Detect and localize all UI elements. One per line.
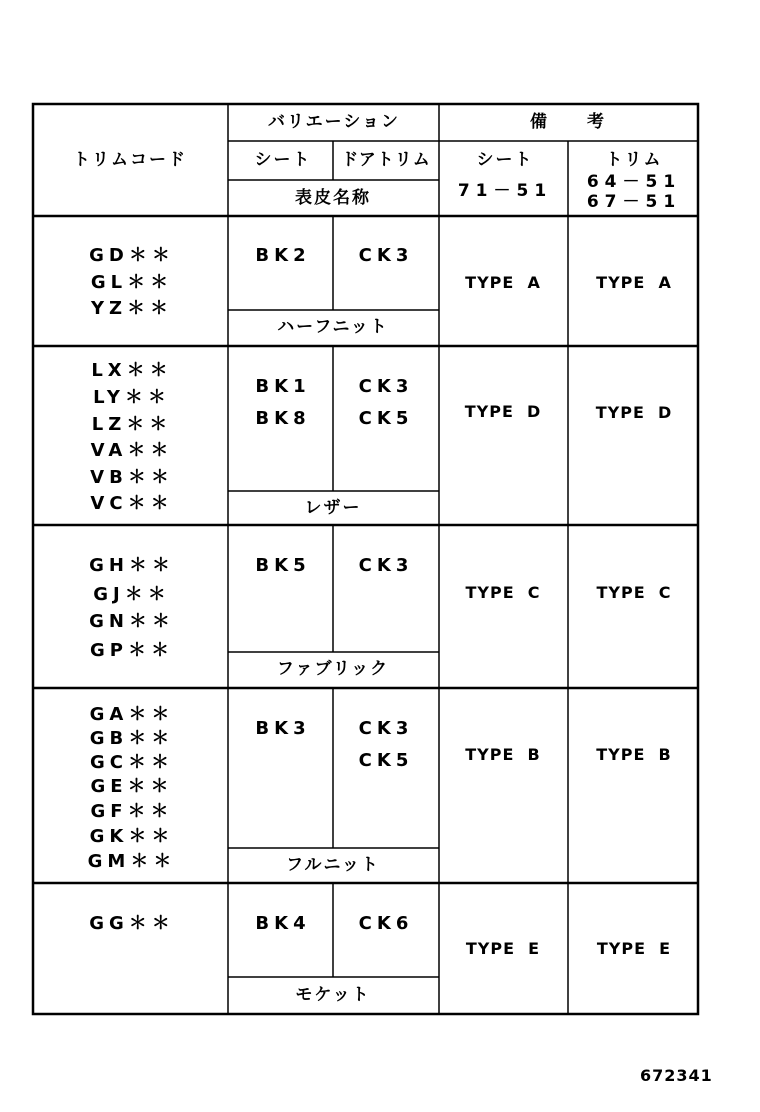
trim-code: GA＊＊ — [89, 704, 175, 725]
trim-code: GH＊＊ — [89, 555, 175, 576]
trim-code: GF＊＊ — [90, 801, 174, 822]
trim-code: LZ＊＊ — [91, 414, 173, 435]
door-code: CK5 — [358, 408, 414, 429]
remark-trim-type: TYPE A — [596, 273, 672, 292]
header-variation: バリエーション — [268, 112, 400, 132]
seat-code: BK2 — [255, 245, 311, 266]
trim-code: GN＊＊ — [89, 611, 175, 632]
material-name: ファブリック — [276, 659, 390, 679]
remark-seat-type: TYPE E — [465, 939, 541, 958]
trim-code: VC＊＊ — [90, 493, 174, 514]
remark-seat-type: TYPE C — [465, 583, 541, 602]
seat-code: BK4 — [255, 913, 311, 934]
header-remarks-trim-number-2: 67－51 — [586, 192, 682, 212]
seat-code: BK8 — [255, 408, 311, 429]
trim-code: LX＊＊ — [91, 360, 173, 381]
trim-code: GC＊＊ — [90, 752, 174, 773]
header-remarks-trim: トリム — [605, 150, 663, 170]
trim-code: GD＊＊ — [89, 245, 175, 266]
material-name: ハーフニット — [277, 317, 389, 337]
remark-trim-type: TYPE C — [596, 583, 672, 602]
seat-code: BK3 — [255, 718, 311, 739]
trim-code: GB＊＊ — [89, 728, 175, 749]
door-code: CK6 — [358, 913, 414, 934]
trim-code: GJ＊＊ — [93, 584, 171, 605]
trim-code: GG＊＊ — [89, 913, 175, 934]
trim-code: LY＊＊ — [93, 387, 171, 408]
header-material-name: 表皮名称 — [295, 188, 371, 208]
trim-code: GK＊＊ — [89, 826, 175, 847]
header-remarks-seat: シート — [476, 150, 534, 170]
material-name: フルニット — [286, 855, 380, 875]
door-code: CK5 — [358, 750, 414, 771]
remark-seat-type: TYPE D — [464, 402, 542, 421]
trim-code: GM＊＊ — [87, 851, 177, 872]
header-trim-code: トリムコード — [73, 150, 187, 170]
header-seat: シート — [254, 150, 312, 170]
trim-code: VA＊＊ — [90, 440, 174, 461]
remark-trim-type: TYPE D — [595, 403, 673, 422]
remark-seat-type: TYPE B — [465, 745, 541, 764]
material-name: レザー — [304, 498, 362, 518]
remark-trim-type: TYPE E — [596, 939, 672, 958]
trim-code: GL＊＊ — [90, 272, 174, 293]
seat-code: BK5 — [255, 555, 311, 576]
door-code: CK3 — [358, 245, 414, 266]
remark-trim-type: TYPE B — [596, 745, 672, 764]
remark-seat-type: TYPE A — [465, 273, 541, 292]
header-remarks-seat-number: 71－51 — [457, 181, 553, 201]
header-remarks: 備 考 — [530, 112, 606, 132]
figure-number: 672341 — [640, 1066, 713, 1085]
door-code: CK3 — [358, 555, 414, 576]
header-remarks-trim-number-1: 64－51 — [586, 172, 682, 192]
door-code: CK3 — [358, 376, 414, 397]
header-door-trim: ドアトリム — [341, 150, 431, 170]
material-name: モケット — [295, 985, 371, 1005]
seat-code: BK1 — [255, 376, 311, 397]
trim-code: YZ＊＊ — [90, 298, 174, 319]
trim-code: GE＊＊ — [90, 776, 174, 797]
door-code: CK3 — [358, 718, 414, 739]
trim-code: GP＊＊ — [90, 640, 174, 661]
trim-code: VB＊＊ — [90, 467, 174, 488]
